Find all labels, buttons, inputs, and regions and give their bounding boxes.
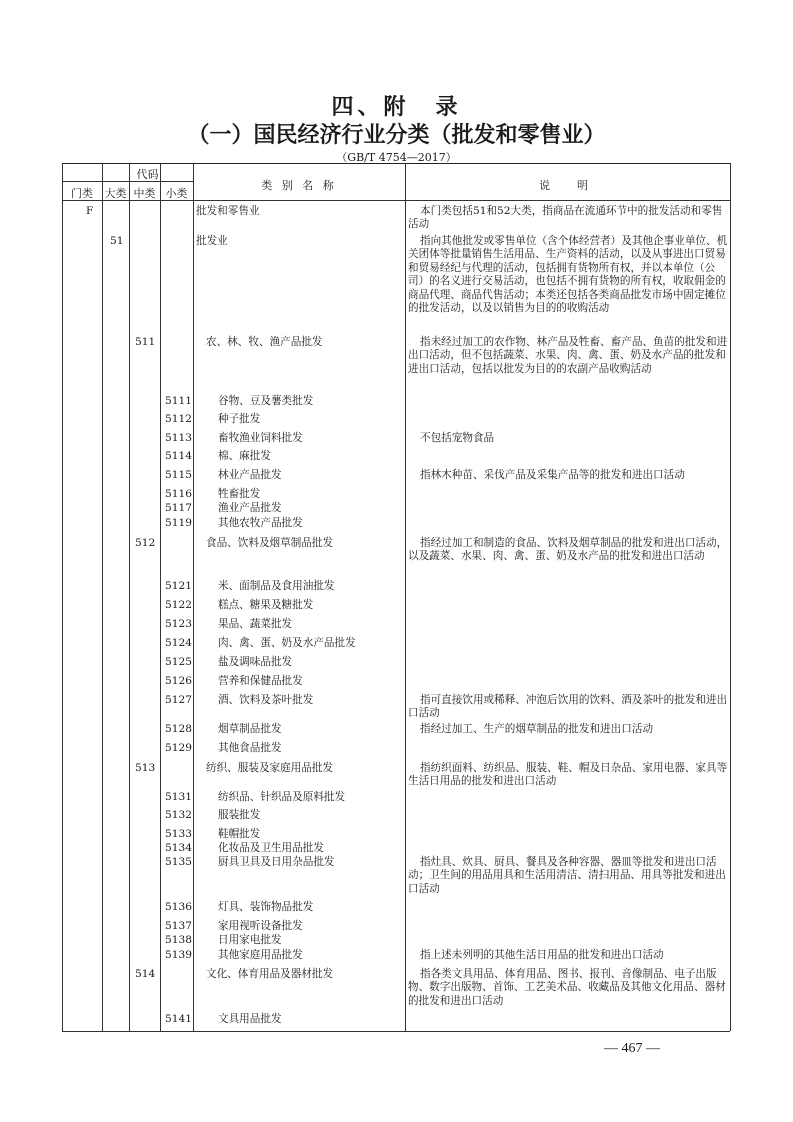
row-xiao-code: 5113 xyxy=(165,432,192,444)
row-desc: 不包括宠物食品 xyxy=(420,432,495,444)
row-xiao-code: 5132 xyxy=(165,809,192,821)
row-desc: 指各类文具用品、体育用品、图书、报刊、音像制品、电子出版物、数字出版物、首饰、工艺美术品、收藏品及其他文化用品、器材的批发和进出口活动 xyxy=(408,968,726,1007)
row-xiao-code: 5116 xyxy=(165,488,192,500)
page-number: — 467 — xyxy=(604,1041,660,1056)
row-xiao-code: 5123 xyxy=(165,618,192,630)
row-xiao-code: 5114 xyxy=(165,450,192,462)
col-line-da xyxy=(129,163,130,1031)
row-name: 其他家庭用品批发 xyxy=(218,949,303,961)
row-desc: 指纺织面料、纺织品、服装、鞋、帽及日杂品、家用电器、家具等生活日用品的批发和进出口活动 xyxy=(408,762,728,788)
row-name: 牲畜批发 xyxy=(218,488,261,500)
header-name: 类 别 名 称 xyxy=(261,179,337,192)
row-name: 鞋帽批发 xyxy=(218,828,261,840)
row-desc: 指未经过加工的农作物、林产品及牲畜、畜产品、鱼苗的批发和进出口活动，但不包括蔬菜、水果、肉、禽、蛋、奶及水产品的批发和进出口活动，包括以批发为目的的农副产品收购活动 xyxy=(408,336,728,375)
row-name: 日用家电批发 xyxy=(218,934,282,946)
row-name: 灯具、装饰物品批发 xyxy=(218,901,314,913)
row-name: 烟草制品批发 xyxy=(218,723,282,735)
row-xiao-code: 5128 xyxy=(165,723,192,735)
row-desc: 指可直接饮用或稀释、冲泡后饮用的饮料、酒及茶叶的批发和进出口活动 xyxy=(408,694,728,720)
row-xiao-code: 5141 xyxy=(165,1013,192,1025)
row-xiao-code: 5124 xyxy=(165,637,192,649)
row-xiao-code: 5122 xyxy=(165,599,192,611)
col-line-left xyxy=(62,163,63,1031)
row-name: 畜牧渔业饲料批发 xyxy=(218,432,303,444)
row-xiao-code: 5115 xyxy=(165,469,192,481)
row-xiao-code: 5133 xyxy=(165,828,192,840)
col-line-zhong xyxy=(160,163,161,1031)
row-desc: 指经过加工和制造的食品、饮料及烟草制品的批发和进出口活动，以及蔬菜、水果、肉、禽、蛋、奶及水产品的批发和进出口活动 xyxy=(408,537,728,563)
row-desc: 指经过加工、生产的烟草制品的批发和进出口活动 xyxy=(420,723,654,735)
row-name: 果品、蔬菜批发 xyxy=(218,618,293,630)
row-desc: 指林木种苗、采伐产品及采集产品等的批发和进出口活动 xyxy=(420,469,685,481)
row-zhong-code: 512 xyxy=(135,537,156,549)
row-name: 农、林、牧、渔产品批发 xyxy=(206,336,323,348)
row-xiao-code: 5136 xyxy=(165,901,192,913)
row-xiao-code: 5126 xyxy=(165,675,192,687)
header-da: 大类 xyxy=(104,187,127,200)
row-name: 林业产品批发 xyxy=(218,469,282,481)
standard-code: （GB/T 4754—2017） xyxy=(336,151,457,164)
row-xiao-code: 5135 xyxy=(165,856,192,868)
row-name: 纺织、服装及家庭用品批发 xyxy=(206,762,334,774)
row-desc: 指上述未列明的其他生活日用品的批发和进出口活动 xyxy=(420,949,664,961)
row-name: 渔业产品批发 xyxy=(218,502,282,514)
row-name: 纺织品、针织品及原料批发 xyxy=(218,791,346,803)
table-bottom-rule xyxy=(62,1031,730,1032)
col-line-name xyxy=(405,163,406,1031)
row-desc: 指向其他批发或零售单位（含个体经营者）及其他企事业单位、机关团体等批量销售生活用品、生产资料的活动，以及从事进出口贸易和贸易经纪与代理的活动，包括拥有货物所有权，并以本单位（公司）的名义进行交易活动，也包括不拥有货物的所有权，收取佣金的商品代理、商品代售活动；本类还包括各类商品批发市场中固定摊位的批发活动，以及以销售为目的的收购活动 xyxy=(408,235,728,315)
row-xiao-code: 5139 xyxy=(165,949,192,961)
row-xiao-code: 5131 xyxy=(165,791,192,803)
row-name: 其他食品批发 xyxy=(218,742,282,754)
row-name: 酒、饮料及茶叶批发 xyxy=(218,694,314,706)
row-xiao-code: 5117 xyxy=(165,502,192,514)
row-xiao-code: 5125 xyxy=(165,656,192,668)
row-name: 化妆品及卫生用品批发 xyxy=(218,842,324,854)
header-code-group: 代码 xyxy=(136,168,159,181)
row-name: 谷物、豆及薯类批发 xyxy=(218,395,314,407)
row-xiao-code: 5138 xyxy=(165,934,192,946)
row-name: 食品、饮料及烟草制品批发 xyxy=(206,537,334,549)
row-name: 文具用品批发 xyxy=(218,1013,282,1025)
row-zhong-code: 511 xyxy=(135,336,156,348)
row-xiao-code: 5127 xyxy=(165,694,192,706)
row-name: 糕点、糖果及糖批发 xyxy=(218,599,314,611)
row-name: 其他农牧产品批发 xyxy=(218,517,303,529)
section-heading: 四、附 录 xyxy=(331,94,462,120)
row-desc: 指灶具、炊具、厨具、餐具及各种容器、器皿等批发和进出口活动；卫生间的用品用具和生活用清洁、清扫用品、用具等批发和进出口活动 xyxy=(408,856,726,895)
col-line-men xyxy=(102,163,103,1031)
row-da-code: 51 xyxy=(110,235,124,247)
row-men-code: F xyxy=(86,205,94,217)
row-name: 服装批发 xyxy=(218,809,261,821)
row-xiao-code: 5121 xyxy=(165,580,192,592)
row-desc: 本门类包括51和52大类，指商品在流通环节中的批发活动和零售活动 xyxy=(408,205,723,231)
row-name: 文化、体育用品及器材批发 xyxy=(206,968,334,980)
row-name: 家用视听设备批发 xyxy=(218,920,303,932)
header-xiao: 小类 xyxy=(165,187,188,200)
row-zhong-code: 513 xyxy=(135,762,156,774)
row-xiao-code: 5119 xyxy=(165,517,192,529)
col-line-xiao xyxy=(193,163,194,1031)
row-xiao-code: 5137 xyxy=(165,920,192,932)
row-xiao-code: 5129 xyxy=(165,742,192,754)
header-desc: 说 明 xyxy=(539,179,596,192)
page-title: （一）国民经济行业分类（批发和零售业） xyxy=(187,122,606,148)
row-name: 盐及调味品批发 xyxy=(218,656,293,668)
col-line-right xyxy=(730,163,731,1031)
header-men: 门类 xyxy=(71,187,93,200)
row-xiao-code: 5112 xyxy=(165,413,192,425)
row-name: 批发业 xyxy=(196,235,228,247)
row-xiao-code: 5134 xyxy=(165,842,192,854)
row-name: 棉、麻批发 xyxy=(218,450,271,462)
table-top-rule xyxy=(62,163,730,164)
row-name: 肉、禽、蛋、奶及水产品批发 xyxy=(218,637,356,649)
header-zhong: 中类 xyxy=(133,187,156,200)
row-name: 厨具卫具及日用杂品批发 xyxy=(218,856,335,868)
row-name: 批发和零售业 xyxy=(196,205,260,217)
row-name: 营养和保健品批发 xyxy=(218,675,303,687)
row-name: 米、面制品及食用油批发 xyxy=(218,580,335,592)
row-name: 种子批发 xyxy=(218,413,261,425)
row-xiao-code: 5111 xyxy=(165,395,192,407)
row-zhong-code: 514 xyxy=(135,968,156,980)
